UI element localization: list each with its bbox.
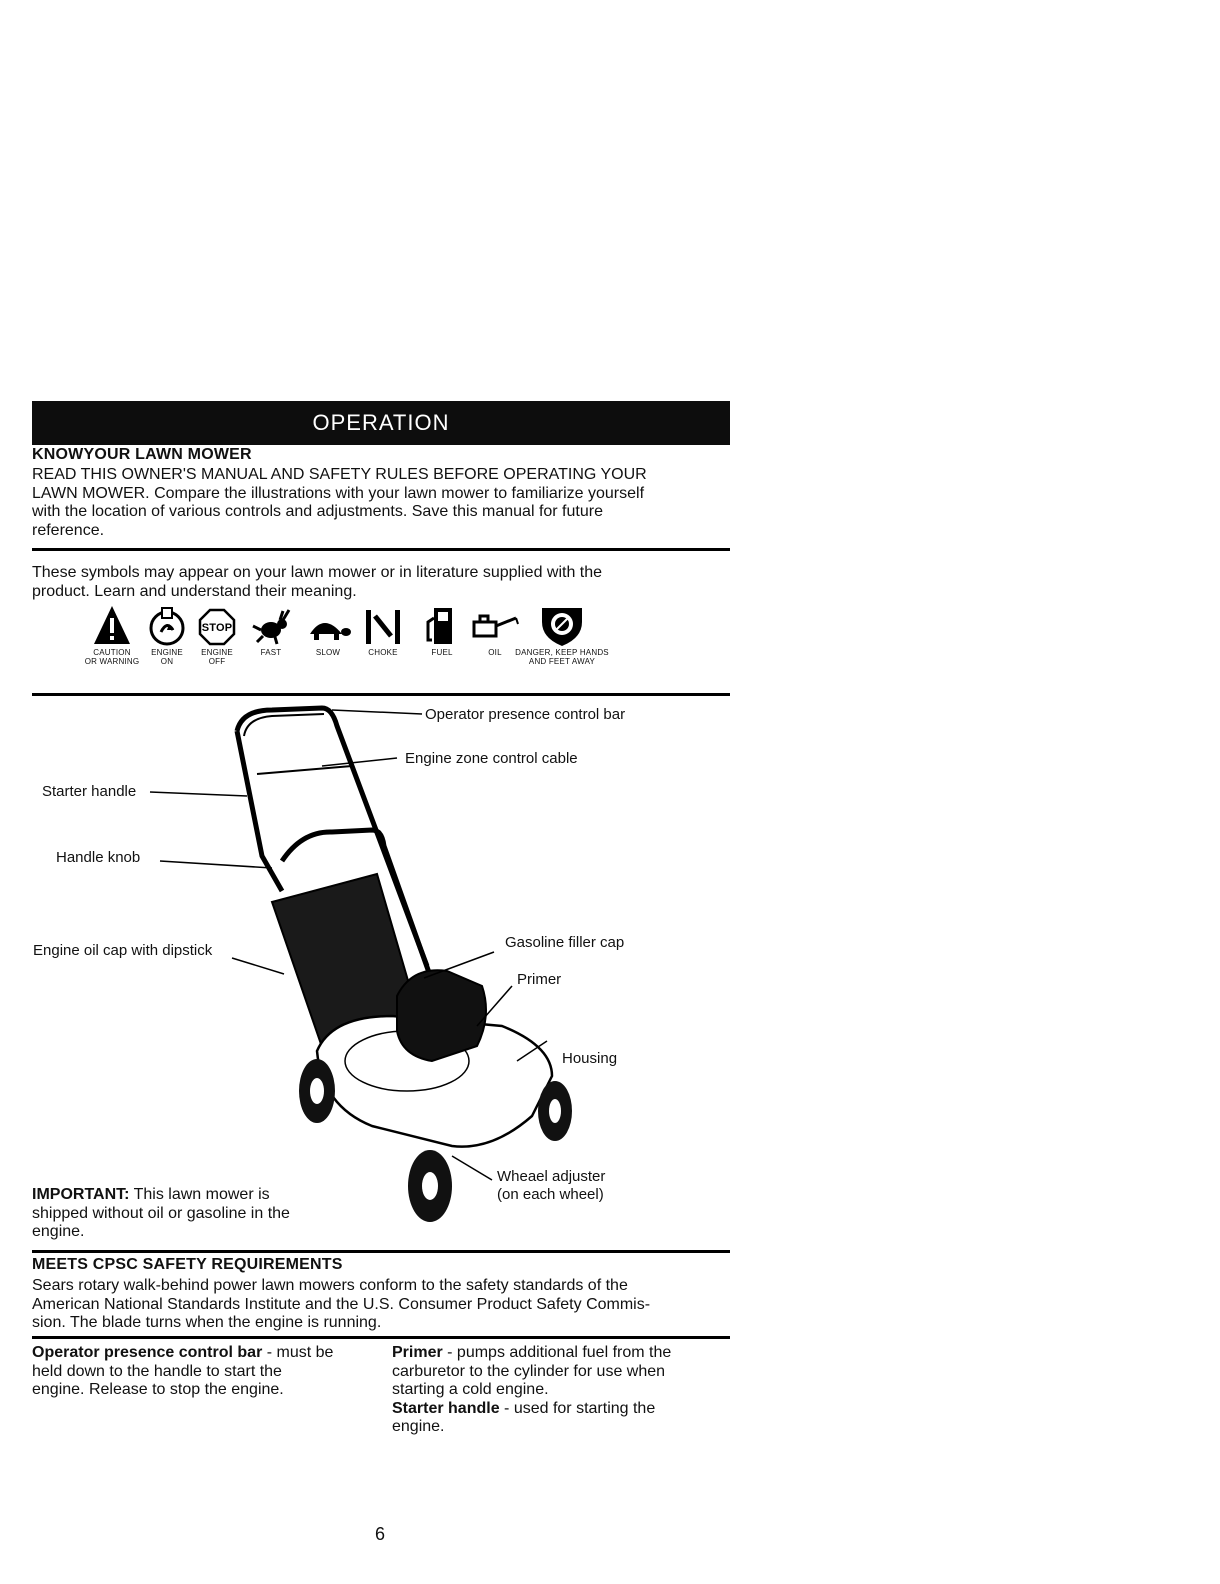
symbol-label: CHOKE (368, 648, 398, 657)
leader-line (160, 861, 272, 868)
know-line: with the location of various controls and adjustments. Save this manual for future (32, 503, 603, 520)
desc: - used for starting the (499, 1399, 656, 1417)
caution-triangle-icon (92, 604, 132, 648)
label-filler-cap: Gasoline filler cap (505, 934, 625, 951)
important-label: IMPORTANT: (32, 1186, 130, 1203)
engine-off-stop-icon (197, 604, 237, 648)
engine-on-icon (147, 604, 187, 648)
desc: engine. Release to stop the engine. (32, 1381, 284, 1398)
desc: - must be (262, 1344, 334, 1361)
symbols-row (80, 604, 640, 684)
leader-line (232, 958, 284, 974)
symbol-label: SLOW (315, 648, 341, 657)
symbol-label: ENGINE (201, 648, 233, 657)
symbol-label-2: OFF (208, 657, 226, 666)
symbol-label: ENGINE (151, 648, 183, 657)
engine (397, 970, 486, 1061)
label-starter-handle: Starter handle (42, 783, 137, 800)
definition-operator-bar (32, 1344, 377, 1400)
know-heading: KNOWYOUR LAWN MOWER (32, 446, 252, 463)
divider (32, 548, 730, 551)
important-text: This lawn mower is (129, 1186, 270, 1203)
leader-line (322, 758, 397, 766)
turtle-icon (304, 604, 352, 648)
divider (32, 1336, 730, 1339)
zone-cable (257, 766, 352, 774)
section-banner: OPERATION (32, 401, 730, 445)
symbol-fast (246, 604, 296, 657)
stop-text: STOP (201, 622, 233, 634)
term-primer: Primer (392, 1344, 443, 1361)
cpsc-paragraph (32, 1277, 732, 1333)
symbol-label: FAST (260, 648, 282, 657)
symbols-intro-line: product. Learn and understand their meaning. (32, 582, 357, 600)
leader-line (452, 1156, 492, 1180)
symbol-engine-on (142, 604, 192, 666)
know-line: READ THIS OWNER'S MANUAL AND SAFETY RULES BEFORE OPERATING YOUR (32, 466, 647, 483)
symbol-label-2: OR WARNING (84, 657, 140, 666)
know-paragraph (32, 466, 732, 540)
rear-wheel-hub (549, 1099, 561, 1123)
front-wheel-hub (422, 1172, 438, 1200)
know-line: reference. (32, 521, 105, 539)
leader-line (150, 792, 247, 796)
cpsc-line: American National Standards Institute and the U.S. Consumer Product Safety Commis- (32, 1295, 651, 1313)
symbol-label-2: ON (160, 657, 174, 666)
know-line: LAWN MOWER. Compare the illustrations with your lawn mower to familiarize yourself (32, 484, 645, 502)
label-oil-cap: Engine oil cap with dipstick (33, 942, 213, 959)
important-note (32, 1186, 362, 1242)
desc: - pumps additional fuel from the (442, 1344, 672, 1361)
definition-primer-starter (392, 1344, 732, 1437)
label-wheel-adjuster: Wheael adjuster (497, 1168, 606, 1185)
symbol-engine-off (192, 604, 242, 666)
symbols-intro (32, 564, 732, 601)
operator-bar (244, 714, 324, 736)
lawn-mower-illustration (32, 696, 730, 1250)
rabbit-icon (249, 604, 293, 648)
symbol-caution (80, 604, 144, 666)
label-wheel-adjuster-2: (on each wheel) (497, 1186, 604, 1203)
page-number: 6 (374, 1524, 385, 1544)
label-housing: Housing (562, 1050, 618, 1067)
symbol-label: OIL (488, 648, 502, 657)
leader-line (424, 952, 494, 978)
cpsc-heading: MEETS CPSC SAFETY REQUIREMENTS (32, 1256, 343, 1273)
label-handle-knob: Handle knob (56, 849, 141, 866)
fuel-pump-icon (424, 604, 460, 648)
desc: carburetor to the cylinder for use when (392, 1362, 666, 1380)
cpsc-line: Sears rotary walk-behind power lawn mowers conform to the safety standards of the (32, 1277, 628, 1294)
divider (32, 1250, 730, 1253)
symbol-label-2: AND FEET AWAY (528, 657, 596, 666)
term-starter-handle: Starter handle (392, 1399, 500, 1417)
term-operator-bar: Operator presence control bar (32, 1344, 263, 1361)
symbol-label: FUEL (431, 648, 453, 657)
rear-wheel-hub (310, 1078, 324, 1104)
label-zone-cable: Engine zone control cable (405, 750, 578, 767)
symbol-fuel (420, 604, 464, 657)
symbol-slow (302, 604, 354, 657)
important-text: engine. (32, 1223, 85, 1240)
danger-hands-feet-icon (538, 604, 586, 648)
desc: starting a cold engine. (392, 1381, 549, 1398)
symbol-danger (502, 604, 622, 666)
symbol-choke (358, 604, 408, 657)
desc: held down to the handle to start the (32, 1362, 282, 1380)
symbol-label: CAUTION (93, 648, 131, 657)
symbols-intro-line: These symbols may appear on your lawn mower or in literature supplied with the (32, 564, 603, 581)
leader-line (332, 710, 422, 714)
cpsc-line: sion. The blade turns when the engine is running. (32, 1314, 382, 1331)
symbol-label: DANGER, KEEP HANDS (515, 648, 609, 657)
desc: engine. (392, 1418, 445, 1435)
important-text: shipped without oil or gasoline in the (32, 1204, 290, 1222)
label-primer: Primer (517, 971, 562, 988)
choke-icon (361, 604, 405, 648)
label-operator-bar: Operator presence control bar (425, 706, 626, 723)
